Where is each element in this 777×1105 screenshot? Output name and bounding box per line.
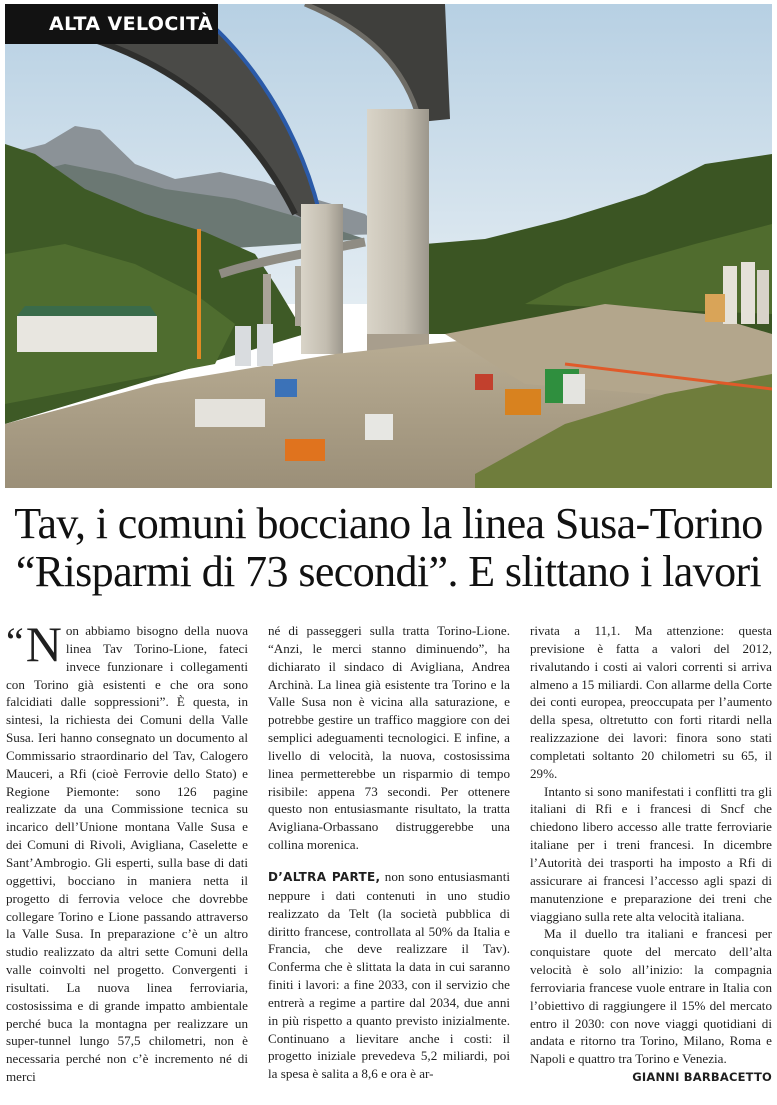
- viaduct-construction-photo: [5, 4, 772, 488]
- article-paragraph: rivata a 11,1. Ma attenzione: questa previsione è fatta a valori del 2012, rivalutando i costi ai valori correnti si arriva almeno a 15 miliardi. Con allarme della Corte dei conti europea, preoccupata per l’aumento della spesa, oltretutto con forti ritardi nella realizzazione dei lavori: finora sono stati completati soltanto 20 chilometri su 65, il 29%.: [530, 623, 772, 781]
- run-in-heading: D’ALTRA PARTE,: [268, 869, 381, 884]
- article-column-1: [6, 616, 248, 1086]
- article-paragraph: [6, 616, 248, 1086]
- article-paragraph: Ma il duello tra italiani e francesi per conquistare quote del mercato dell’alta velocità è solo all’inizio: la compagnia ferroviaria francese vuole entrare in Italia con l’obiettivo di raggiungere il 15% del mercato entro il 2030: con nove viaggi quotidiani di andata e ritorno tra Torino, Milano, Roma e Napoli e quattro tra Torino e Venezia.: [530, 926, 772, 1067]
- opening-quote: “: [6, 619, 24, 664]
- byline: GIANNI BARBACETTO: [632, 1070, 772, 1085]
- article-column-2: [268, 622, 510, 1083]
- headline-line-2: “Risparmi di 73 secondi”. E slittano i lavori: [15, 547, 762, 596]
- article-paragraph: né di passeggeri sulla tratta Torino-Lione. “Anzi, le merci stanno diminuendo”, ha dichiarato il sindaco di Avigliana, Andrea Archinà. La linea già esistente tra Torino e la Valle Susa non è vicina alla saturazione, e potrebbe gestire un traffico maggiore con dei semplici adeguamenti tecnologici. E infine, a livello di velocità, la nuova, costosissima linea permetterebbe un risparmio di tempo risibile: appena 73 secondi. Per ottenere questo non entusiasmante risultato, la tratta Avigliana-Orbassano distruggerebbe una collina morenica.: [268, 623, 510, 853]
- article-paragraph: [268, 868, 510, 1083]
- article-column-3: [530, 622, 772, 1087]
- headline: [0, 500, 777, 596]
- paragraph-text: non sono entusiasmanti neppure i dati contenuti in uno studio realizzato da Telt (la società pubblica di diritto francese, controllata al 50% da Italia e Francia, che deve realizzare il Tav). Conferma che è slittata la data in cui saranno finiti i lavori: a fine 2033, con il servizio che entrerà a regime a partire dal 2034, due anni in più rispetto a quanto previsto inizialmente. Continuano a lievitare anche i costi: il progetto iniziale prevedeva 5,2 miliardi, poi la spesa è salita a 8,6 e ora è ar-: [268, 868, 511, 1082]
- section-label: ALTA VELOCITÀ: [5, 4, 218, 44]
- article-paragraph: Intanto si sono manifestati i conflitti tra gli italiani di Rfi e i francesi di Sncf che chiedono libero accesso alle tratte ferroviarie italiane per i treni francesi. In dicembre l’Autorità dei trasporti ha imposto a Rfi di assicurare ai francesi l’accesso agli spazi di manutenzione e preparazione dei treni che viaggiano sulla rete alta velocità italiana.: [530, 783, 772, 924]
- headline-line-1: Tav, i comuni bocciano la linea Susa-Torino: [14, 499, 763, 548]
- drop-cap: N: [25, 616, 62, 672]
- paragraph-text: on abbiamo bisogno della nuova linea Tav Torino-Lione, fateci invece funzionare i collegamenti con Torino già esistenti e che ora sono falcidiati dalle soppressioni”. È questa, in sintesi, la richiesta dei Comuni della Valle Susa. Ieri hanno consegnato un documento al Commissario straordinario del Tav, Calogero Mauceri, a Rfi (cioè Ferrovie dello Stato) e Regione Piemonte: sono 126 pagine realizzate da una Commissione tecnica su incarico dell’Unione montana Valle Susa e dei Comuni di Rivoli, Avigliana, Caselette e Sant’Ambrogio. Gli esperti, sulla base di dati oggettivi, bocciano in maniera netta il progetto di ferrovia veloce che dovrebbe collegare Torino e Lione passando attraverso la Valle Susa. In preparazione c’è un altro studio realizzato da altri sette Comuni della valle coinvolti nel progetto. Convergenti i risultati. La nuova linea ferroviaria, costosissima e di grande impatto ambientale perché buca la montagna per realizzare un super-tunnel lungo 57,5 chilometri, non è necessaria perché non c’è incremento né di merci: [6, 623, 248, 1085]
